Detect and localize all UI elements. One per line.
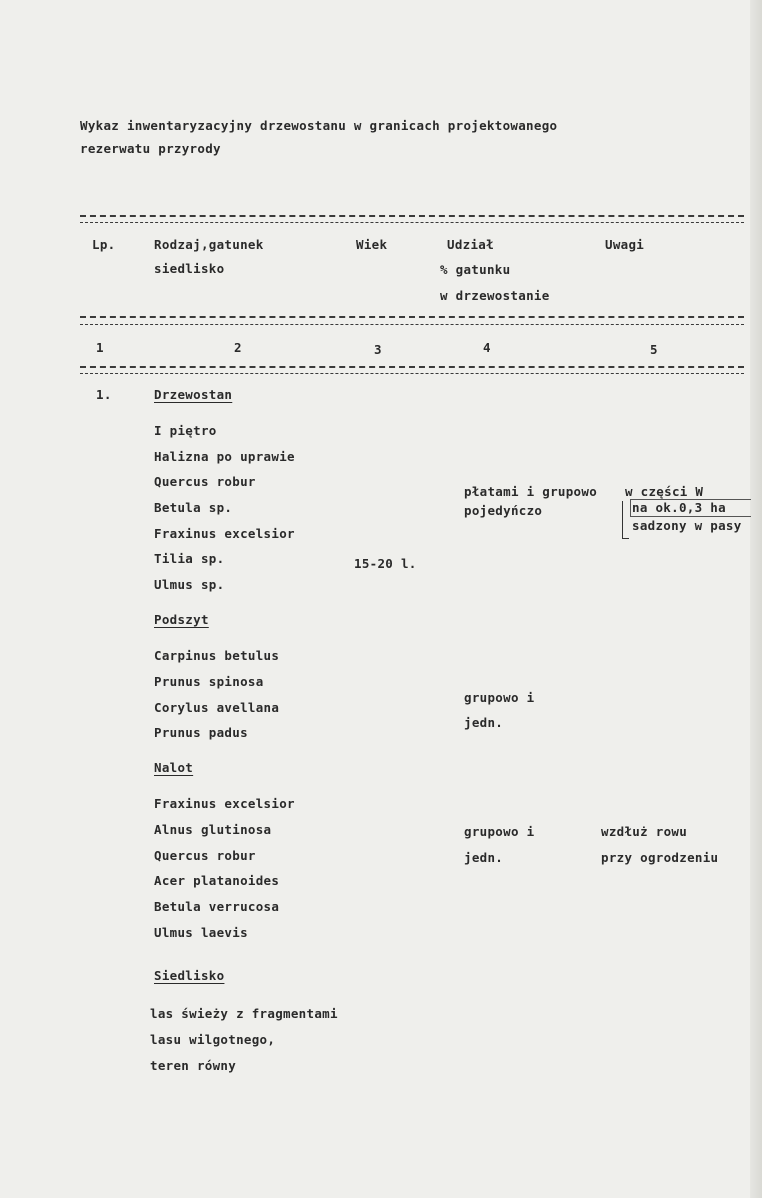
species-item: Alnus glutinosa: [154, 822, 272, 837]
age-value: 15-20 l.: [354, 556, 417, 571]
column-header-gatunku: % gatunku: [440, 262, 511, 277]
habitat-line: las świeży z fragmentami: [150, 1006, 338, 1021]
species-item: Quercus robur: [154, 848, 256, 863]
row-number: 1.: [96, 387, 112, 402]
column-number-4: 4: [483, 340, 491, 355]
species-item: Carpinus betulus: [154, 648, 280, 663]
section-title-podszyt: Podszyt: [154, 612, 209, 627]
section-title-siedlisko: Siedlisko: [154, 968, 225, 983]
column-header-udzial: Udział: [447, 237, 494, 252]
share-value-2: jedn.: [464, 850, 504, 865]
section-title-drzewostan: Drzewostan: [154, 387, 233, 402]
note-value-2: przy ogrodzeniu: [601, 850, 719, 865]
note-bracket: [622, 501, 629, 539]
species-item: Acer platanoides: [154, 873, 280, 888]
habitat-line: teren równy: [150, 1058, 237, 1073]
share-value-1: płatami i grupowo: [464, 484, 598, 499]
species-item: Prunus spinosa: [154, 674, 264, 689]
column-header-lp: Lp.: [92, 237, 116, 252]
species-item: Fraxinus excelsior: [154, 526, 295, 541]
species-item: Tilia sp.: [154, 551, 225, 566]
table-rule-top-1: [80, 215, 744, 217]
species-item: Corylus avellana: [154, 700, 280, 715]
section-title-nalot: Nalot: [154, 760, 194, 775]
column-header-uwagi: Uwagi: [605, 237, 645, 252]
table-rule-mid-1: [80, 316, 744, 318]
page-edge-shadow: [750, 0, 762, 1198]
species-item: Fraxinus excelsior: [154, 796, 295, 811]
species-item: Betula sp.: [154, 500, 233, 515]
column-number-5: 5: [650, 342, 658, 357]
table-rule-bottom-1: [80, 366, 744, 368]
species-item: Ulmus laevis: [154, 925, 248, 940]
note-value-1: w części W: [625, 484, 704, 499]
table-rule-top-2: [80, 222, 744, 223]
column-number-2: 2: [234, 340, 242, 355]
column-header-rodzaj: Rodzaj,gatunek: [154, 237, 264, 252]
species-item: Betula verrucosa: [154, 899, 280, 914]
heading-line-2: rezerwatu przyrody: [80, 141, 221, 156]
table-rule-mid-2: [80, 324, 744, 325]
note-value-1: wzdłuż rowu: [601, 824, 688, 839]
share-value-2: pojedyńczo: [464, 503, 543, 518]
species-item: Prunus padus: [154, 725, 248, 740]
column-header-siedlisko: siedlisko: [154, 261, 225, 276]
note-value-3: sadzony w pasy: [632, 518, 742, 533]
share-value-2: jedn.: [464, 715, 504, 730]
note-value-2: na ok.0,3 ha: [632, 500, 726, 515]
species-item: Halizna po uprawie: [154, 449, 295, 464]
column-number-1: 1: [96, 340, 104, 355]
habitat-line: lasu wilgotnego,: [150, 1032, 276, 1047]
column-header-drzewostanie: w drzewostanie: [440, 288, 550, 303]
species-item: I piętro: [154, 423, 217, 438]
table-rule-bottom-2: [80, 373, 744, 374]
share-value-1: grupowo i: [464, 824, 535, 839]
species-item: Ulmus sp.: [154, 577, 225, 592]
column-number-3: 3: [374, 342, 382, 357]
share-value-1: grupowo i: [464, 690, 535, 705]
heading-line-1: Wykaz inwentaryzacyjny drzewostanu w granicach projektowanego: [80, 118, 558, 133]
column-header-wiek: Wiek: [356, 237, 388, 252]
species-item: Quercus robur: [154, 474, 256, 489]
